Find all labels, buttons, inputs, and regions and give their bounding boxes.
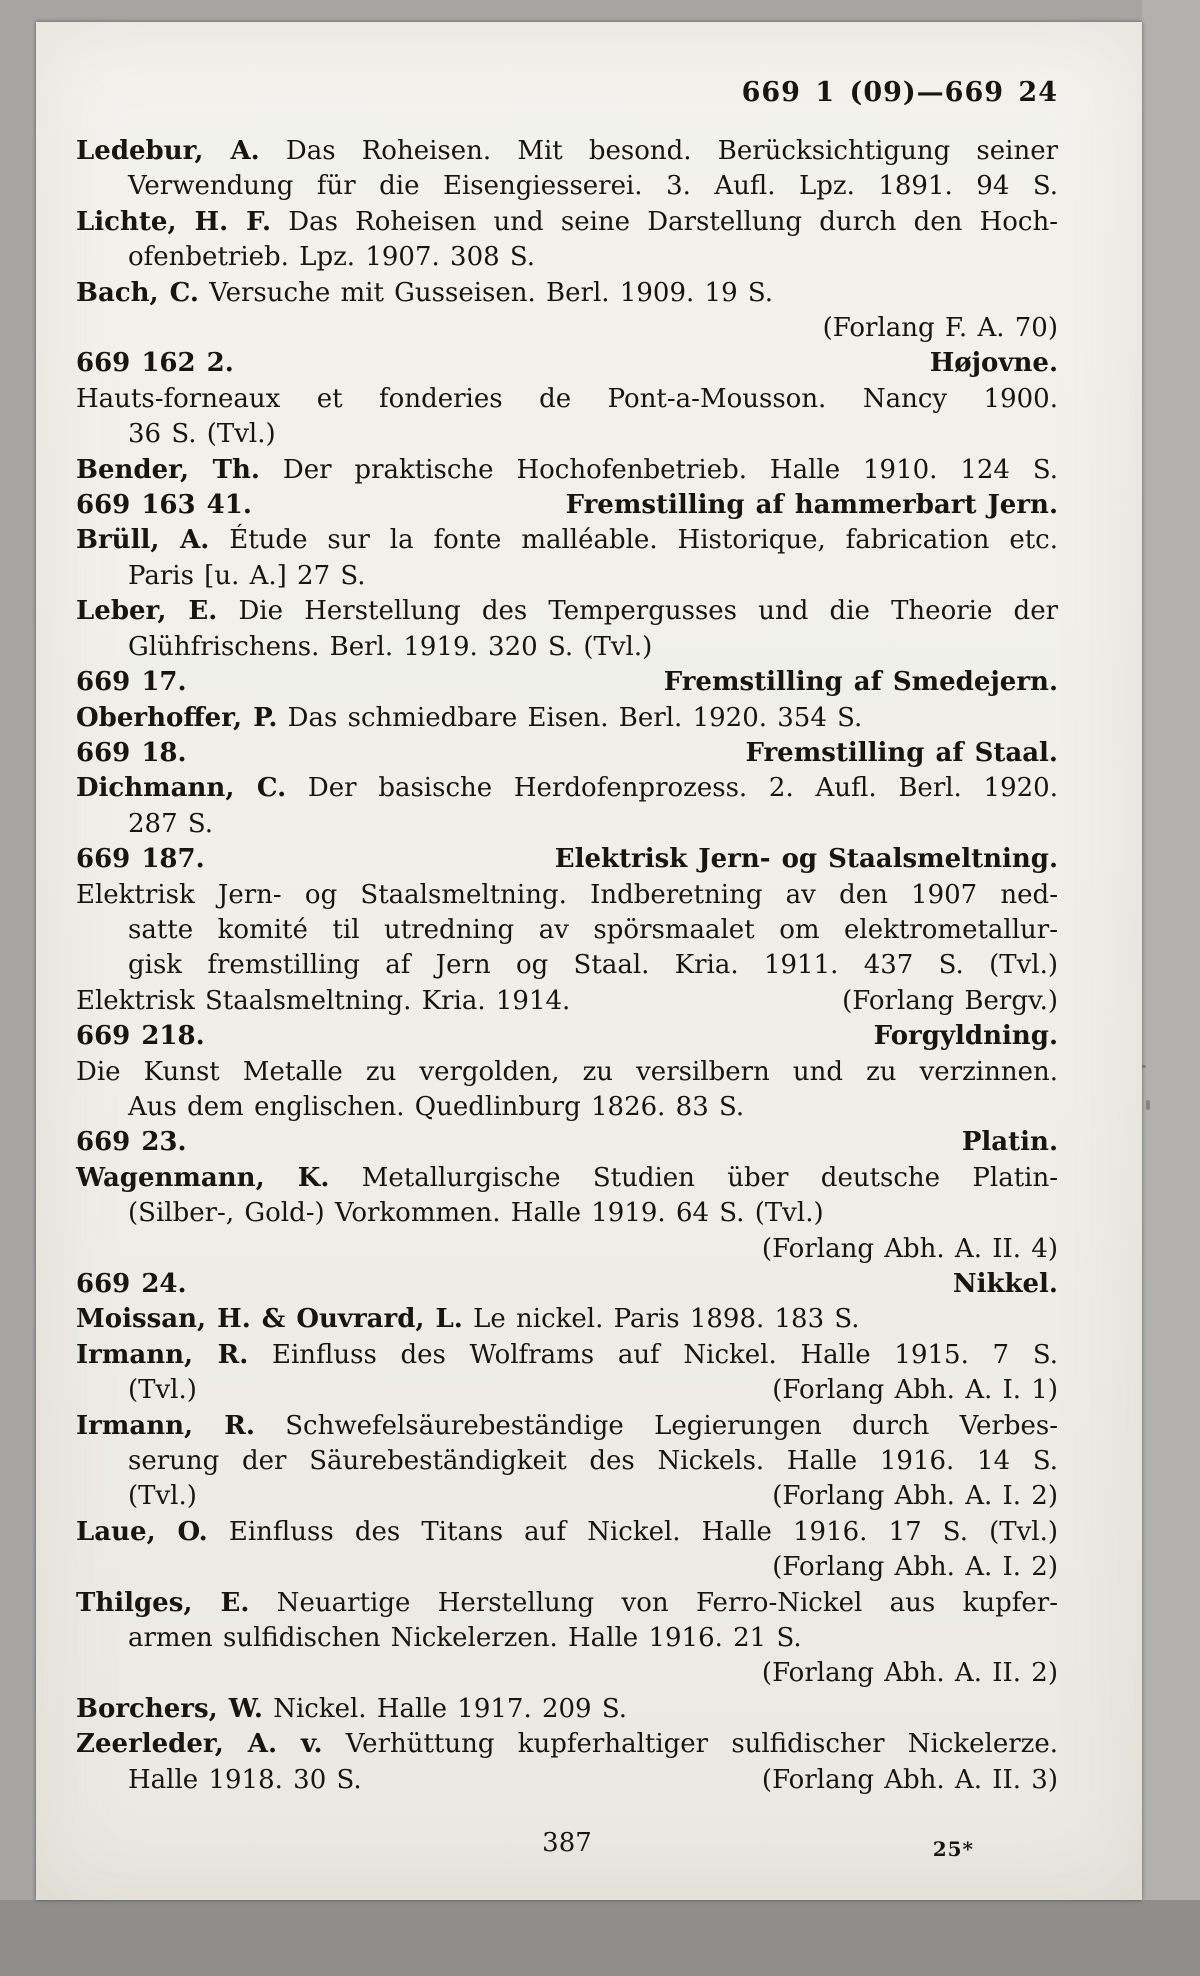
entry-text: Der basische Herdofenprozess. 2. Aufl. Berl. 1920.	[286, 773, 1058, 804]
catalog-line	[76, 630, 1058, 665]
entry-text: Glühfrischens. Berl. 1919. 320 S. (Tvl.)	[128, 631, 653, 662]
author-name: Dichmann, C.	[76, 773, 287, 804]
catalog-line	[76, 1444, 1058, 1479]
page-number: 387	[542, 1828, 592, 1859]
section-heading	[76, 1125, 1058, 1160]
section-title: Elektrisk Jern- og Staalsmeltning.	[554, 844, 1058, 875]
section-heading	[76, 842, 1058, 877]
reference-note: (Forlang Bergv.)	[842, 985, 1058, 1016]
catalog-line	[76, 1161, 1058, 1196]
catalog-entries	[76, 134, 1058, 1798]
reference-note: (Forlang F. A. 70)	[822, 313, 1058, 344]
entry-text: (Tvl.)	[128, 1481, 197, 1512]
scan-artifact	[1146, 1100, 1150, 1110]
entry-text: Hauts-forneaux et fonderies de Pont-a-Mousson. Nancy 1900.	[76, 383, 1058, 414]
author-name: Oberhoffer, P.	[76, 702, 278, 733]
reference-note: (Forlang Abh. A. I. 1)	[772, 1375, 1058, 1406]
section-title: Platin.	[961, 1127, 1058, 1158]
entry-text: Das Roheisen und seine Darstellung durch den Hoch-	[271, 206, 1058, 237]
catalog-page	[36, 22, 1142, 1900]
section-heading	[76, 488, 1058, 523]
entry-text: Elektrisk Jern- og Staalsmeltning. Indberetning av den 1907 ned-	[76, 879, 1058, 910]
catalog-line	[76, 1586, 1058, 1621]
entry-text: Elektrisk Staalsmeltning. Kria. 1914.	[76, 985, 571, 1016]
section-heading	[76, 665, 1058, 700]
section-heading	[76, 1019, 1058, 1054]
section-number: 669 187.	[76, 844, 205, 875]
section-title: Fremstilling af Smedejern.	[663, 667, 1058, 698]
entry-text: Die Kunst Metalle zu vergolden, zu versilbern und zu verzinnen.	[76, 1056, 1058, 1087]
catalog-line	[76, 169, 1058, 204]
scan-edge-right	[1142, 0, 1200, 1900]
section-title: Nikkel.	[952, 1269, 1058, 1299]
catalog-line	[76, 1338, 1058, 1373]
author-name: Bender, Th.	[76, 454, 260, 485]
reference-note: (Forlang Abh. A. II. 2)	[761, 1658, 1058, 1689]
catalog-line	[76, 878, 1058, 913]
catalog-line	[76, 913, 1058, 948]
author-name: Lichte, H. F.	[76, 206, 272, 237]
entry-text: Das schmiedbare Eisen. Berl. 1920. 354 S.	[277, 702, 863, 733]
author-name: Ledebur, A.	[76, 136, 260, 166]
author-name: Bach, C.	[76, 277, 199, 308]
author-name: Wagenmann, K.	[76, 1162, 330, 1193]
catalog-line	[76, 1479, 1058, 1514]
catalog-line	[76, 1409, 1058, 1444]
page-footer	[76, 1826, 1058, 1860]
entry-text: (Tvl.)	[128, 1375, 197, 1406]
catalog-line	[76, 1373, 1058, 1408]
catalog-line	[76, 417, 1058, 452]
entry-text: Schwefelsäurebeständige Legierungen durch Verbes-	[254, 1410, 1058, 1441]
catalog-line	[76, 382, 1058, 417]
catalog-line	[76, 1196, 1058, 1231]
entry-text: (Silber-, Gold-) Vorkommen. Halle 1919. 64 S. (Tvl.)	[128, 1198, 824, 1229]
catalog-line	[76, 1763, 1058, 1798]
catalog-line	[76, 1055, 1058, 1090]
section-number: 669 218.	[76, 1021, 205, 1052]
entry-text: Verwendung für die Eisengiesserei. 3. Aufl. Lpz. 1891. 94 S.	[128, 171, 1058, 202]
catalog-line	[76, 559, 1058, 594]
catalog-line	[76, 453, 1058, 488]
catalog-line	[76, 984, 1058, 1019]
catalog-line	[76, 1515, 1058, 1550]
catalog-line	[76, 1621, 1058, 1656]
section-number: 669 24.	[76, 1269, 187, 1299]
entry-text: Metallurgische Studien über deutsche Platin-	[329, 1162, 1059, 1193]
reference-note: (Forlang Abh. A. I. 2)	[772, 1481, 1058, 1512]
section-number: 669 162 2.	[76, 348, 234, 379]
entry-text: Halle 1918. 30 S.	[128, 1764, 362, 1795]
entry-text: Neuartige Herstellung von Ferro-Nickel aus kupfer-	[249, 1587, 1058, 1618]
entry-text: Nickel. Halle 1917. 209 S.	[262, 1693, 628, 1724]
catalog-line	[76, 134, 1058, 169]
entry-text: Le nickel. Paris 1898. 183 S.	[462, 1304, 860, 1335]
section-number: 669 18.	[76, 737, 187, 768]
entry-text: Das Roheisen. Mit besond. Berücksichtigung seiner	[259, 136, 1059, 166]
entry-text: Versuche mit Gusseisen. Berl. 1909. 19 S.	[198, 277, 774, 308]
entry-text: Aus dem englischen. Quedlinburg 1826. 83 S.	[128, 1091, 745, 1122]
section-title: Fremstilling af hammerbart Jern.	[565, 490, 1058, 521]
section-title: Forgyldning.	[873, 1021, 1058, 1052]
catalog-line	[76, 205, 1058, 240]
catalog-line	[76, 771, 1058, 806]
entry-text: Einfluss des Titans auf Nickel. Halle 1916. 17 S. (Tvl.)	[207, 1516, 1058, 1547]
catalog-line	[76, 276, 1058, 311]
section-title: Fremstilling af Staal.	[745, 737, 1058, 768]
entry-text: satte komité til utredning av spörsmaalet om elektrometallur-	[128, 914, 1058, 945]
entry-text: ofenbetrieb. Lpz. 1907. 308 S.	[128, 242, 536, 273]
catalog-line	[76, 948, 1058, 983]
section-heading	[76, 736, 1058, 771]
catalog-line	[76, 1692, 1058, 1727]
scan-edge-bottom	[0, 1900, 1200, 1976]
entry-text: Einfluss des Wolframs auf Nickel. Halle 1915. 7 S.	[248, 1339, 1058, 1370]
classification-range-header: 669 1 (09)—669 24	[741, 77, 1058, 108]
catalog-line	[76, 240, 1058, 275]
reference-note: (Forlang Abh. A. I. 2)	[772, 1552, 1058, 1583]
section-heading	[76, 346, 1058, 381]
entry-text: Étude sur la fonte malléable. Historique, fabrication etc.	[209, 525, 1058, 556]
author-name: Moissan, H. & Ouvrard, L.	[76, 1304, 463, 1335]
author-name: Laue, O.	[76, 1516, 208, 1547]
catalog-line	[76, 701, 1058, 736]
catalog-line	[76, 1727, 1058, 1762]
catalog-line	[76, 1302, 1058, 1337]
section-heading	[76, 1267, 1058, 1302]
author-name: Zeerleder, A. v.	[76, 1729, 323, 1760]
section-number: 669 163 41.	[76, 490, 252, 521]
author-name: Leber, E.	[76, 596, 218, 627]
reference-note: (Forlang Abh. A. II. 3)	[761, 1764, 1058, 1795]
section-title: Højovne.	[929, 348, 1058, 379]
printer-signature: 25*	[932, 1837, 974, 1862]
author-name: Irmann, R.	[76, 1339, 249, 1370]
author-name: Borchers, W.	[76, 1693, 263, 1724]
entry-text: gisk fremstilling af Jern og Staal. Kria. 1911. 437 S. (Tvl.)	[128, 950, 1058, 981]
entry-text: Der praktische Hochofenbetrieb. Halle 1910. 124 S.	[259, 454, 1058, 485]
catalog-line	[76, 807, 1058, 842]
entry-text: serung der Säurebeständigkeit des Nickels. Halle 1916. 14 S.	[128, 1446, 1058, 1477]
entry-text: 287 S.	[128, 808, 214, 839]
entry-text: Paris [u. A.] 27 S.	[128, 560, 366, 591]
entry-text: 36 S. (Tvl.)	[128, 419, 276, 450]
reference-note: (Forlang Abh. A. II. 4)	[761, 1233, 1058, 1264]
entry-text: armen sulfidischen Nickelerzen. Halle 1916. 21 S.	[128, 1623, 802, 1654]
section-number: 669 17.	[76, 667, 187, 698]
entry-text: Die Herstellung des Tempergusses und die Theorie der	[217, 596, 1059, 627]
catalog-line	[76, 1090, 1058, 1125]
catalog-line	[76, 594, 1058, 629]
entry-text: Verhüttung kupferhaltiger sulfidischer Nickelerze.	[322, 1729, 1058, 1760]
author-name: Brüll, A.	[76, 525, 210, 556]
catalog-line	[76, 523, 1058, 558]
section-number: 669 23.	[76, 1127, 187, 1158]
author-name: Thilges, E.	[76, 1587, 250, 1618]
author-name: Irmann, R.	[76, 1410, 255, 1441]
